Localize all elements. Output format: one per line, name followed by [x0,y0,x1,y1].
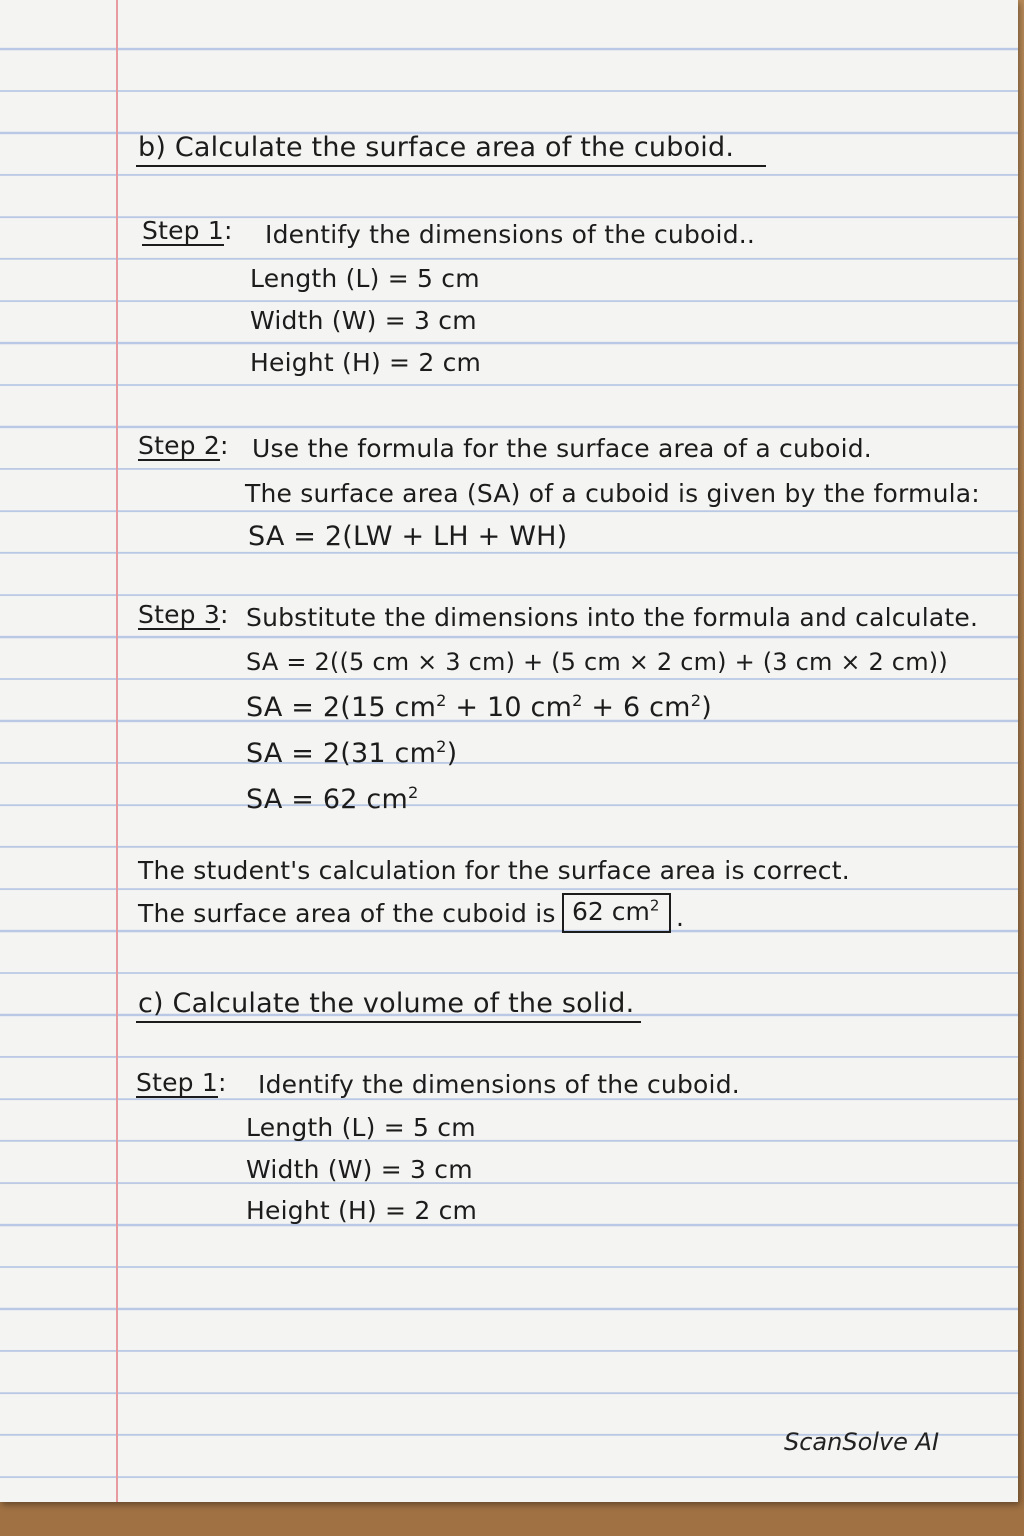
part-b-width: Width (W) = 3 cm [250,306,477,335]
part-c-step1-text: Identify the dimensions of the cuboid. [258,1070,740,1099]
part-c-step1-label: Step 1 [136,1068,218,1097]
line3-part-b: ) [446,738,458,769]
part-c-heading-underline [136,1021,641,1023]
margin-line [116,0,118,1502]
part-b-step2-note: The surface area (SA) of a cuboid is given by the formula: [245,479,980,508]
part-b-height: Height (H) = 2 cm [250,348,482,377]
part-b-step1-text: Identify the dimensions of the cuboid.. [265,220,756,249]
surface-area-formula: SA = 2(LW + LH + WH) [248,521,568,552]
part-b-step3-colon: : [219,600,229,629]
part-c-width: Width (W) = 3 cm [246,1155,473,1184]
line4-sq: 2 [407,783,419,802]
part-b-heading-underline [136,165,766,167]
line2-part-d: ) [701,692,712,723]
answer-sq: 2 [649,896,660,915]
line2-sq-1: 2 [436,691,447,710]
line2-part-c: + 6 cm [582,692,691,723]
part-b-step2-text: Use the formula for the surface area of a cuboid. [252,434,872,463]
line3-part-a: SA = 2(31 cm [246,738,437,769]
part-b-step3-label: Step 3 [138,600,220,629]
line2-sq-2: 2 [572,691,583,710]
part-c-step1-label-row [136,1070,227,1095]
line4-part-a: SA = 62 cm [246,784,408,815]
part-b-step3-text: Substitute the dimensions into the formula and calculate. [246,603,979,632]
line2-sq-3: 2 [690,691,702,710]
answer-box [562,893,671,933]
part-b-heading: b) Calculate the surface area of the cuboid. [138,132,735,163]
answer-value: 62 cm [572,897,650,926]
part-b-step2-colon: : [219,431,229,460]
scansolve-signature: ScanSolve AI [784,1428,940,1456]
substitution-line-3 [246,737,458,769]
substitution-line-2 [246,691,712,723]
answer-period: . [676,903,685,932]
part-b-step2-label: Step 2 [138,431,220,460]
part-b-step1-label: Step 1 [142,216,224,245]
part-c-height: Height (H) = 2 cm [246,1196,478,1225]
conclusion-line-2: The surface area of the cuboid is [138,899,556,928]
part-b-step3-label-row [138,602,229,627]
line3-sq: 2 [436,737,447,756]
part-b-step1-colon: : [223,216,233,245]
part-c-length: Length (L) = 5 cm [246,1113,476,1142]
part-b-step2-label-row [138,433,229,458]
part-b-step1-label-row [142,218,233,243]
substitution-line-4 [246,783,419,815]
line2-part-a: SA = 2(15 cm [246,692,437,723]
part-b-length: Length (L) = 5 cm [250,264,480,293]
conclusion-line-1: The student's calculation for the surface area is correct. [138,856,850,885]
part-c-step1-colon: : [217,1068,227,1097]
substitution-line-1: SA = 2((5 cm × 3 cm) + (5 cm × 2 cm) + (3 cm × 2 cm)) [246,648,948,676]
part-c-heading: c) Calculate the volume of the solid. [138,988,635,1019]
line2-part-b: + 10 cm [446,692,573,723]
